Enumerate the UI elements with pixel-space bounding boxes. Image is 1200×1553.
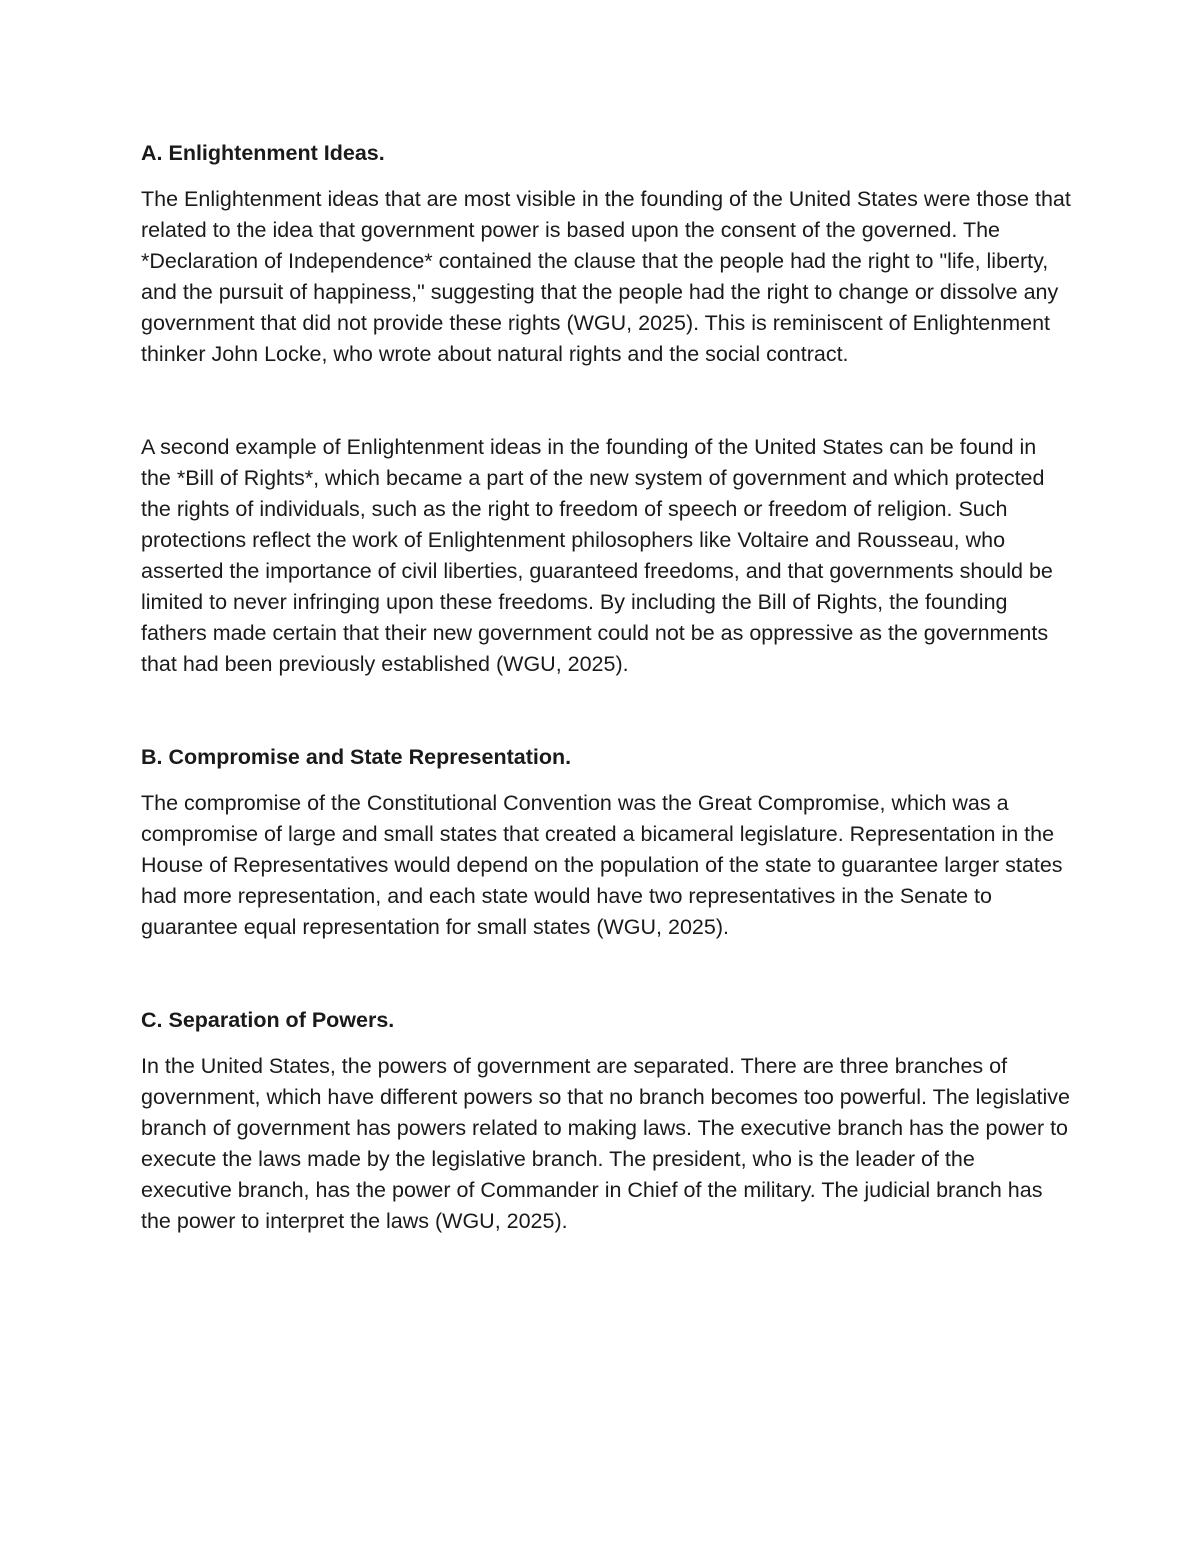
section-a-paragraph-2: A second example of Enlightenment ideas in the founding of the United States can be found in the *Bill of Rights*, which became a part of the new system of government and which protected the rights of individuals, such as the right to freedom of speech or freedom of religion. Such protections reflect the work of Enlightenment philosophers like Voltaire and Rousseau, who asserted the importance of civil liberties, guaranteed freedoms, and that governments should be limited to never infringing upon these freedoms. By including the Bill of Rights, the founding fathers made certain that their new government could not be as oppressive as the governments that had been previously established (WGU, 2025). (141, 435, 1053, 676)
section-b-paragraph-1: The compromise of the Constitutional Convention was the Great Compromise, which was a compromise of large and small states that created a bicameral legislature. Representation in the House of Representatives would depend on the population of the state to guarantee larger states had more representation, and each state would have two representatives in the Senate to guarantee equal representation for small states (WGU, 2025). (141, 791, 1063, 939)
document-page (141, 138, 1071, 1237)
section-a-paragraph-1: The Enlightenment ideas that are most visible in the founding of the United States were those that related to the idea that government power is based upon the consent of the governed. The *Declaration of Independence* contained the clause that the people had the right to "life, liberty, and the pursuit of happiness," suggesting that the people had the right to change or dissolve any government that did not provide these rights (WGU, 2025). This is reminiscent of Enlightenment thinker John Locke, who wrote about natural rights and the social contract. (141, 187, 1071, 366)
section-c-heading: C. Separation of Powers. (141, 1008, 395, 1032)
section-c-paragraph-1: In the United States, the powers of government are separated. There are three branches of government, which have different powers so that no branch becomes too powerful. The legislative branch of government has powers related to making laws. The executive branch has the power to execute the laws made by the legislative branch. The president, who is the leader of the executive branch, has the power of Commander in Chief of the military. The judicial branch has the power to interpret the laws (WGU, 2025). (141, 1054, 1071, 1233)
section-b-heading: B. Compromise and State Representation. (141, 745, 572, 769)
section-a-heading: A. Enlightenment Ideas. (141, 141, 385, 165)
